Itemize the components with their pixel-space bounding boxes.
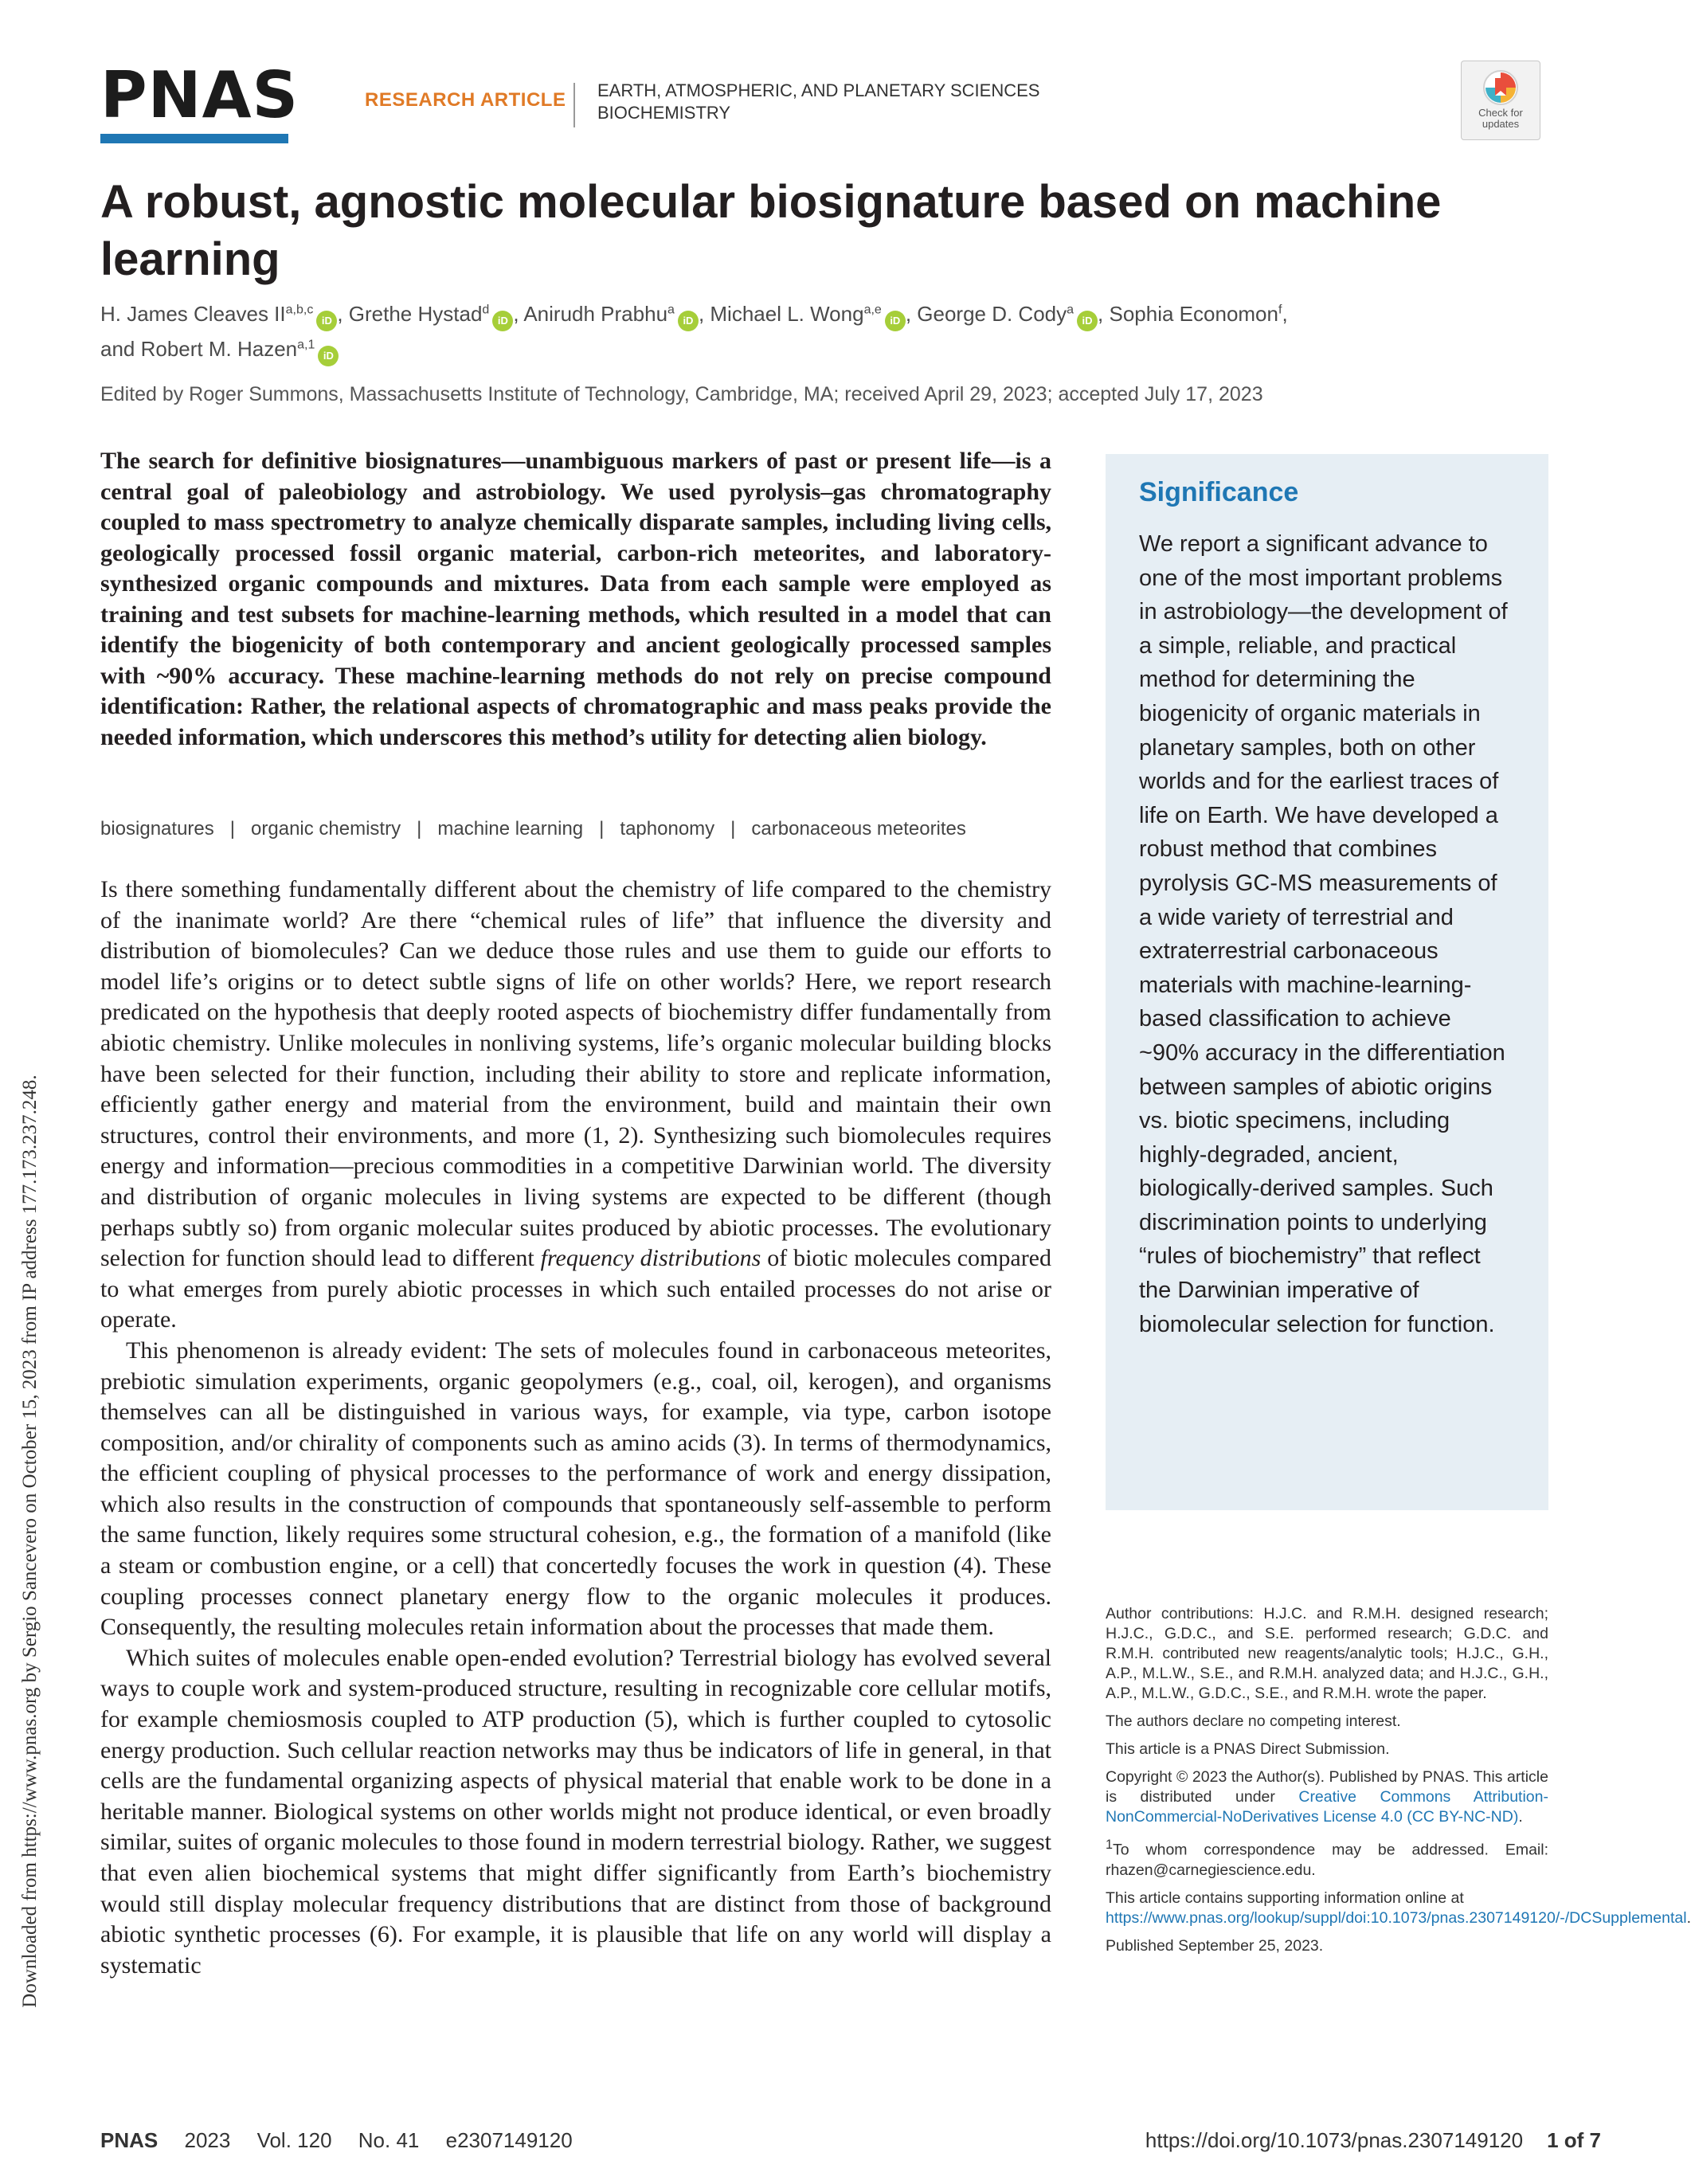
author-3[interactable]: Anirudh Prabhu$^a$iD xyxy=(523,302,699,326)
keyword[interactable]: taphonomy xyxy=(620,818,715,840)
significance-box xyxy=(1106,454,1548,1510)
body-paragraph-3: Which suites of molecules enable open-ended evolution? Terrestrial biology has evolved several ways to couple work and system-produced structure, resulting in recognizable core cellular motifs, for example chemiosmosis coupled to ATP production (5), which is further coupled to cytosolic energy production. Such cellular reaction networks may thus be indicators of life in general, in that cells are the fundamental organizing aspects of physical material that enable work to be done in a heritable manner. Biological systems on other worlds might not produce identical, or even broadly similar, suites of organic molecules to those found in modern terrestrial biology. Rather, we suggest that even alien biochemical systems that might differ significantly from Earth’s biochemistry would still display molecular frequency distributions that are distinct from those of background abiotic synthetic processes (6). For example, it is plausible that life on any world will display a systematic xyxy=(100,1644,1052,1979)
orcid-icon[interactable]: iD xyxy=(1077,311,1098,331)
keyword-separator: | xyxy=(599,818,605,840)
body-paragraph-1: Is there something fundamentally different about the chemistry of life compared to the chemistry of the inanimate world? Are there “chemical rules of life” that influence the diversity and distribution of biomolecules? Can we deduce those rules and use them to guide our efforts to model life’s origins or to detect subtle signs of life on other worlds? Here, we report research predicated on the hypothesis that deeply rooted aspects of biochemistry differ fundamentally from abiotic chemistry. Unlike molecules in nonliving systems, life’s organic molecular building blocks have been selected for their function, including their ability to store and replicate information, efficiently gather energy and material from the environment, build and maintain their own structures, control their environments, and more (1, 2). Synthesizing such biomolecules requires energy and information—precious commodities in a competitive Darwinian world. The diversity and distribution of organic molecules in living systems are expected to be different (though perhaps subtly so) from organic molecular suites produced by abiotic processes. The evolutionary selection for function should lead to different frequency distributions of biotic molecules compared to what emerges from purely abiotic processes in which such entailed processes do not arise or operate. xyxy=(100,876,1051,1333)
body-paragraph-2: This phenomenon is already evident: The sets of molecules found in carbonaceous meteorites, prebiotic simulation experiments, organic geopolymers (e.g., coal, oil, kerogen), and organisms themselves can all be distinguished in various ways, for example, via type, carbon isotope composition, and/or chirality of components such as amino acids (3). In terms of thermodynamics, the efficient coupling of physical processes to the performance of work and energy dissipation, which also results in the construction of compounds that spontaneously self-assemble to perform the same function, likely requires some structural cohesion, e.g., the formation of a manifold (like a steam or combustion engine, or a cell) that concertedly focuses the work in question (4). These coupling processes connect planetary energy flow to the organic molecules it produces. Consequently, the resulting molecules retain information about the processes that made them. xyxy=(100,1337,1051,1641)
author-5[interactable]: George D. Cody$^a$iD xyxy=(917,302,1098,326)
author-4[interactable]: Michael L. Wong$^{a,e}$iD xyxy=(710,302,905,326)
footer-year: 2023 xyxy=(184,2128,231,2152)
supporting-info-link[interactable]: https://www.pnas.org/lookup/suppl/doi:10.1073/pnas.2307149120/-/DCSupplemental xyxy=(1106,1908,1687,1927)
footer-doi-link[interactable]: https://doi.org/10.1073/pnas.2307149120 xyxy=(1145,2128,1524,2152)
keyword-separator: | xyxy=(229,818,236,840)
download-note: Downloaded from https://www.pnas.org by Sergio Sancevero on October 15, 2023 from IP address 177.173.237.248. xyxy=(19,1074,41,2008)
submission-note: This article is a PNAS Direct Submission. xyxy=(1106,1740,1390,1758)
author-2[interactable]: Grethe Hystad$^d$iD xyxy=(349,302,514,326)
competing-interest: The authors declare no competing interest. xyxy=(1106,1712,1401,1730)
journal-logo[interactable] xyxy=(100,58,299,137)
journal-logo-text: PNAS xyxy=(100,58,299,132)
article-title: A robust, agnostic molecular biosignature based on machine learning xyxy=(100,176,1442,285)
correspondence-note: $^1$To whom correspondence may be addressed. Email: rhazen@carnegiescience.edu. xyxy=(1106,1838,1548,1879)
footer-number: No. 41 xyxy=(358,2128,420,2152)
author-6[interactable]: Sophia Economon$^f$ xyxy=(1109,302,1282,326)
footer-article-id: e2307149120 xyxy=(445,2128,573,2152)
check-updates-label: Check for updates xyxy=(1478,107,1523,130)
orcid-icon[interactable]: iD xyxy=(885,311,906,331)
crossmark-icon xyxy=(1482,69,1519,106)
body-text xyxy=(100,875,1051,1981)
supporting-info-note: This article contains supporting information online at https://www.pnas.org/lookup/suppl/doi:10.1073/pnas.2307149120/-/DCSupplemental. xyxy=(1106,1888,1691,1927)
footer-doi-area xyxy=(1035,2128,1601,2153)
check-for-updates-button[interactable] xyxy=(1461,61,1540,140)
author-7[interactable]: and Robert M. Hazen$^{a,1}$iD xyxy=(100,337,339,361)
author-contributions: Author contributions: H.J.C. and R.M.H. designed research; H.J.C., G.D.C., and S.E. performed research; G.D.C. and R.M.H. contributed new reagents/analytic tools; H.J.C., G.H., A.P., M.L.W., S.E., and R.M.H. analyzed data; and H.J.C., G.H., A.P., M.L.W., G.D.C., S.E., and R.M.H. wrote the paper. xyxy=(1106,1605,1548,1702)
license-link[interactable]: Creative Commons Attribution-NonCommercial-NoDerivatives License 4.0 (CC BY-NC-ND) xyxy=(1106,1788,1548,1826)
orcid-icon[interactable]: iD xyxy=(316,311,337,331)
editor-line: Edited by Roger Summons, Massachusetts Institute of Technology, Cambridge, MA; received April 29, 2023; accepted July 17, 2023 xyxy=(100,383,1263,405)
keyword-separator: | xyxy=(730,818,736,840)
subject-list xyxy=(597,80,1039,124)
published-date: Published September 25, 2023. xyxy=(1106,1936,1324,1955)
copyright-note: Copyright © 2023 the Author(s). Published by PNAS. This article is distributed under Creative Commons Attribution-NonCommercial-NoDerivatives License 4.0 (CC BY-NC-ND). xyxy=(1106,1768,1548,1826)
significance-text: We report a significant advance to one of the most important problems in astrobiology—the development of a simple, reliable, and practical method for determining the biogenicity of organic materials in planetary samples, both on other worlds and for the earliest traces of life on Earth. We have developed a robust method that combines pyrolysis GC-MS measurements of a wide variety of terrestrial and extraterrestrial carbonaceous materials with machine-learning-based classification to achieve ~90% accuracy in the differentiation between samples of abiotic origins vs. biotic specimens, including highly-degraded, ancient, biologically-derived samples. Such discrimination points to underlying “rules of biochemistry” that reflect the Darwinian imperative of biomolecular selection for function. xyxy=(1139,531,1508,1337)
orcid-icon[interactable]: iD xyxy=(678,311,699,331)
footer-volume: Vol. 120 xyxy=(256,2128,332,2152)
keyword[interactable]: organic chemistry xyxy=(251,818,401,840)
page-number: 1 of 7 xyxy=(1547,2128,1601,2152)
footer-citation xyxy=(100,2128,593,2153)
keyword-separator: | xyxy=(417,818,422,840)
orcid-icon[interactable]: iD xyxy=(318,346,339,366)
article-notes xyxy=(1106,1604,1691,1964)
keyword[interactable]: machine learning xyxy=(437,818,584,840)
article-type: RESEARCH ARTICLE xyxy=(365,89,566,111)
header-divider xyxy=(573,83,575,127)
subject-2[interactable]: BIOCHEMISTRY xyxy=(597,103,731,123)
logo-bar xyxy=(100,134,288,143)
significance-title: Significance xyxy=(1139,477,1299,507)
keyword[interactable]: biosignatures xyxy=(100,818,214,840)
orcid-icon[interactable]: iD xyxy=(492,311,513,331)
footer-journal: PNAS xyxy=(100,2128,159,2152)
abstract: The search for definitive biosignatures—unambiguous markers of past or present life—is a central goal of paleobiology and astrobiology. We used pyrolysis–gas chromatography coupled to mass spectrometry to analyze chemically disparate samples, including living cells, geologically processed fossil organic material, carbon-rich meteorites, and laboratory-synthesized organic compounds and mixtures. Data from each sample were employed as training and test subsets for machine-learning methods, which resulted in a model that can identify the biogenicity of both contemporary and ancient geologically processed samples with ~90% accuracy. These machine-learning methods do not rely on precise compound identification: Rather, the relational aspects of chromatographic and mass peaks provide the needed information, which underscores this method’s utility for detecting alien biology. xyxy=(100,448,1051,750)
keyword[interactable]: carbonaceous meteorites xyxy=(751,818,966,840)
author-list: H. James Cleaves II$^{a,b,c}$iD , Grethe Hystad$^d$iD , Anirudh Prabhu$^a$iD , Michael L. Wong$^{a,e}$iD , George D. Cody$^a$iD , Sophia Economon$^f$, and Robert M. Hazen$^{a,1}$iD xyxy=(100,296,1407,366)
author-1[interactable]: H. James Cleaves II$^{a,b,c}$iD xyxy=(100,302,337,326)
subject-1[interactable]: EARTH, ATMOSPHERIC, AND PLANETARY SCIENCES xyxy=(597,80,1040,100)
keyword-list xyxy=(100,817,1051,841)
